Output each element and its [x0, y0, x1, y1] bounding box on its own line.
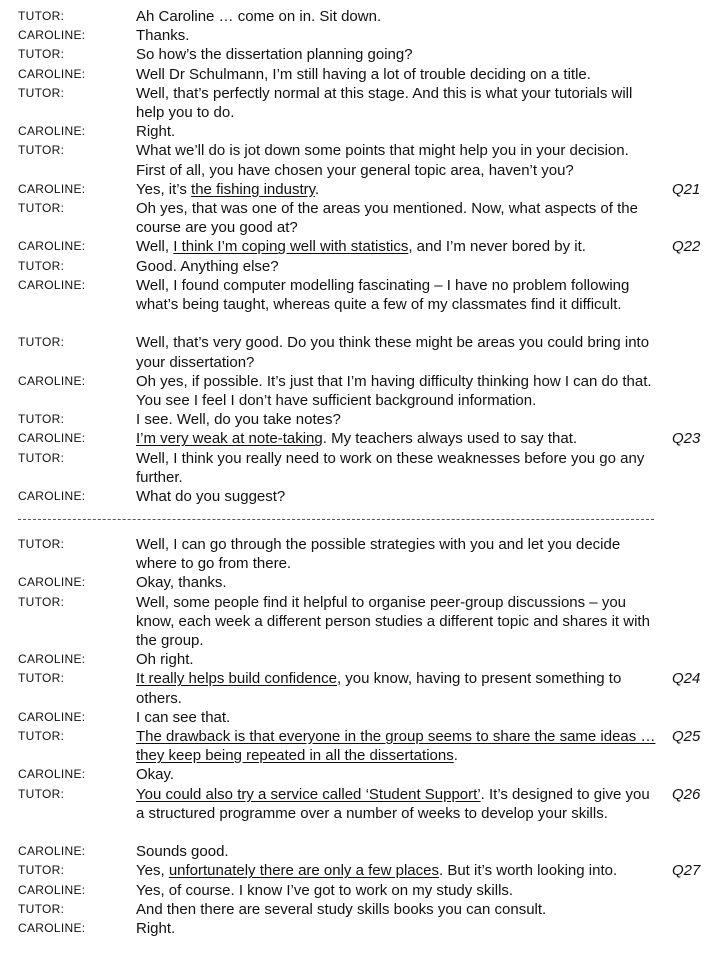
text-segment: Okay, thanks. — [136, 574, 227, 592]
text-segment: Right. — [136, 920, 176, 937]
text-segment: Oh right. — [136, 651, 194, 669]
text-segment: I can see that. — [136, 708, 231, 726]
speaker-label: CAROLINE: — [18, 28, 86, 43]
underlined-answer: unfortunately there are only a few places — [168, 862, 439, 880]
question-marker: Q27 — [672, 862, 701, 880]
dialogue-text — [136, 429, 660, 448]
speaker-label: CAROLINE: — [18, 181, 86, 196]
speaker-label: TUTOR: — [18, 47, 65, 62]
speaker-label: CAROLINE: — [18, 767, 86, 782]
speaker-label: CAROLINE: — [18, 239, 86, 254]
speaker-label: TUTOR: — [18, 9, 65, 23]
dialogue-text — [136, 122, 660, 141]
speaker-label: CAROLINE: — [18, 66, 86, 81]
dialogue-text — [136, 410, 660, 429]
dialogue-text — [136, 45, 660, 64]
text-segment: Well, I found computer modelling fascinating – I have no problem following what’s being taught, whereas quite a few of my classmates find it difficult. — [136, 276, 630, 313]
speaker-label: TUTOR: — [18, 258, 65, 273]
text-segment: Well, that’s perfectly normal at this stage. And this is what your tutorials will help you to do. — [136, 84, 633, 121]
text-segment: . My teachers always used to say that. — [322, 430, 578, 448]
text-segment: So how’s the dissertation planning going? — [136, 46, 413, 64]
speaker-label: TUTOR: — [18, 85, 65, 100]
dialogue-text — [136, 842, 660, 861]
dialogue-text — [136, 180, 660, 199]
dialogue-text — [136, 650, 660, 669]
dialogue-text — [136, 199, 660, 237]
dialogue-text — [136, 333, 660, 371]
text-segment: Well, I think you really need to work on these weaknesses before you go any further. — [136, 449, 645, 486]
underlined-answer: I think I’m coping well with statistics — [173, 238, 409, 256]
question-marker: Q23 — [672, 430, 701, 448]
text-segment: Ah Caroline … come on in. Sit down. — [136, 8, 382, 25]
section-divider — [18, 519, 654, 520]
text-segment: . — [315, 180, 320, 198]
dialogue-text — [136, 257, 660, 276]
text-segment: Yes, of course. I know I’ve got to work on my study skills. — [136, 881, 514, 899]
speaker-label: TUTOR: — [18, 901, 65, 916]
speaker-label: TUTOR: — [18, 201, 65, 215]
speaker-label: CAROLINE: — [18, 124, 86, 139]
underlined-answer: You could also try a service called ‘Student Support’ — [136, 785, 481, 803]
text-segment: . — [453, 747, 458, 765]
dialogue-text — [136, 449, 660, 487]
underlined-answer: The drawback is that everyone in the group seems to share the same ideas … they keep being repeated in all the dissertations — [136, 728, 656, 765]
text-segment: Thanks. — [136, 27, 190, 45]
speaker-label: TUTOR: — [18, 594, 65, 609]
speaker-label: CAROLINE: — [18, 844, 86, 859]
text-segment: . It’s designed to give you a structured programme over a number of weeks to develop your skills. — [136, 785, 650, 822]
underlined-answer: I’m very weak at note-taking — [136, 430, 323, 448]
dialogue-text — [136, 65, 660, 84]
text-segment: Yes, — [136, 862, 169, 880]
question-marker: Q24 — [672, 670, 701, 688]
dialogue-text — [136, 84, 660, 122]
speaker-label: TUTOR: — [18, 729, 65, 743]
speaker-label: CAROLINE: — [18, 921, 86, 935]
speaker-label: TUTOR: — [18, 537, 65, 551]
text-segment: Oh yes, that was one of the areas you mentioned. Now, what aspects of the course are you good at? — [136, 200, 638, 237]
underlined-answer: the fishing industry — [191, 180, 316, 198]
text-segment: Yes, it’s — [136, 180, 192, 198]
dialogue-text — [136, 276, 660, 314]
underlined-answer: It really helps build confidence — [136, 670, 337, 688]
text-segment: , and I’m never bored by it. — [408, 238, 586, 256]
dialogue-text — [136, 487, 660, 506]
text-segment: And then there are several study skills books you can consult. — [136, 900, 547, 918]
text-segment: Good. Anything else? — [136, 257, 279, 275]
dialogue-text — [136, 535, 660, 573]
speaker-label: TUTOR: — [18, 671, 65, 686]
text-segment: Right. — [136, 123, 176, 141]
speaker-label: CAROLINE: — [18, 575, 86, 590]
text-segment: Well, some people find it helpful to organise peer-group discussions – you know, each week a different person studies a different topic and shares it with the group. — [136, 593, 650, 649]
text-segment: Well, — [136, 238, 174, 256]
text-segment: Well, that’s very good. Do you think these might be areas you could bring into your dissertation? — [136, 334, 650, 371]
text-segment: , you know, having to present something to others. — [136, 670, 622, 707]
text-segment: Sounds good. — [136, 843, 229, 861]
dialogue-text — [136, 372, 660, 410]
dialogue-text — [136, 881, 660, 900]
speaker-label: CAROLINE: — [18, 277, 86, 292]
dialogue-text — [136, 593, 660, 651]
text-segment: . But it’s worth looking into. — [438, 862, 618, 880]
speaker-label: TUTOR: — [18, 786, 65, 801]
text-segment: Well, I can go through the possible strategies with you and let you decide where to go from there. — [136, 536, 621, 573]
question-marker: Q26 — [672, 785, 701, 803]
dialogue-text — [136, 141, 660, 179]
speaker-label: TUTOR: — [18, 863, 65, 878]
speaker-label: CAROLINE: — [18, 652, 86, 667]
question-marker: Q25 — [672, 728, 701, 745]
dialogue-text — [136, 237, 660, 256]
dialogue-text — [136, 26, 660, 45]
speaker-label: TUTOR: — [18, 412, 65, 427]
dialogue-text — [136, 669, 660, 707]
dialogue-text — [136, 7, 660, 26]
text-segment: Well Dr Schulmann, I’m still having a lot of trouble deciding on a title. — [136, 65, 591, 83]
text-segment: Okay. — [136, 766, 175, 784]
speaker-label: TUTOR: — [18, 335, 65, 350]
dialogue-text — [136, 861, 660, 880]
dialogue-text — [136, 573, 660, 592]
question-marker: Q21 — [672, 180, 701, 198]
speaker-label: TUTOR: — [18, 143, 65, 158]
dialogue-text — [136, 708, 660, 727]
dialogue-text — [136, 765, 660, 784]
text-segment: What we’ll do is jot down some points that might help you in your decision. First of all, you have chosen your general topic area, haven’t you? — [136, 142, 629, 179]
speaker-label: CAROLINE: — [18, 489, 86, 503]
text-segment: What do you suggest? — [136, 488, 286, 505]
speaker-label: CAROLINE: — [18, 431, 86, 446]
dialogue-text — [136, 727, 660, 765]
question-marker: Q22 — [672, 238, 701, 256]
dialogue-text — [136, 785, 660, 823]
speaker-label: CAROLINE: — [18, 882, 86, 897]
speaker-label: CAROLINE: — [18, 373, 86, 388]
text-segment: Oh yes, if possible. It’s just that I’m having difficulty thinking how I can do that. You see I feel I don’t have sufficient background information. — [136, 372, 652, 409]
dialogue-text — [136, 900, 660, 919]
dialogue-text — [136, 919, 660, 938]
speaker-label: TUTOR: — [18, 450, 65, 465]
text-segment: I see. Well, do you take notes? — [136, 411, 341, 429]
speaker-label: CAROLINE: — [18, 709, 86, 724]
